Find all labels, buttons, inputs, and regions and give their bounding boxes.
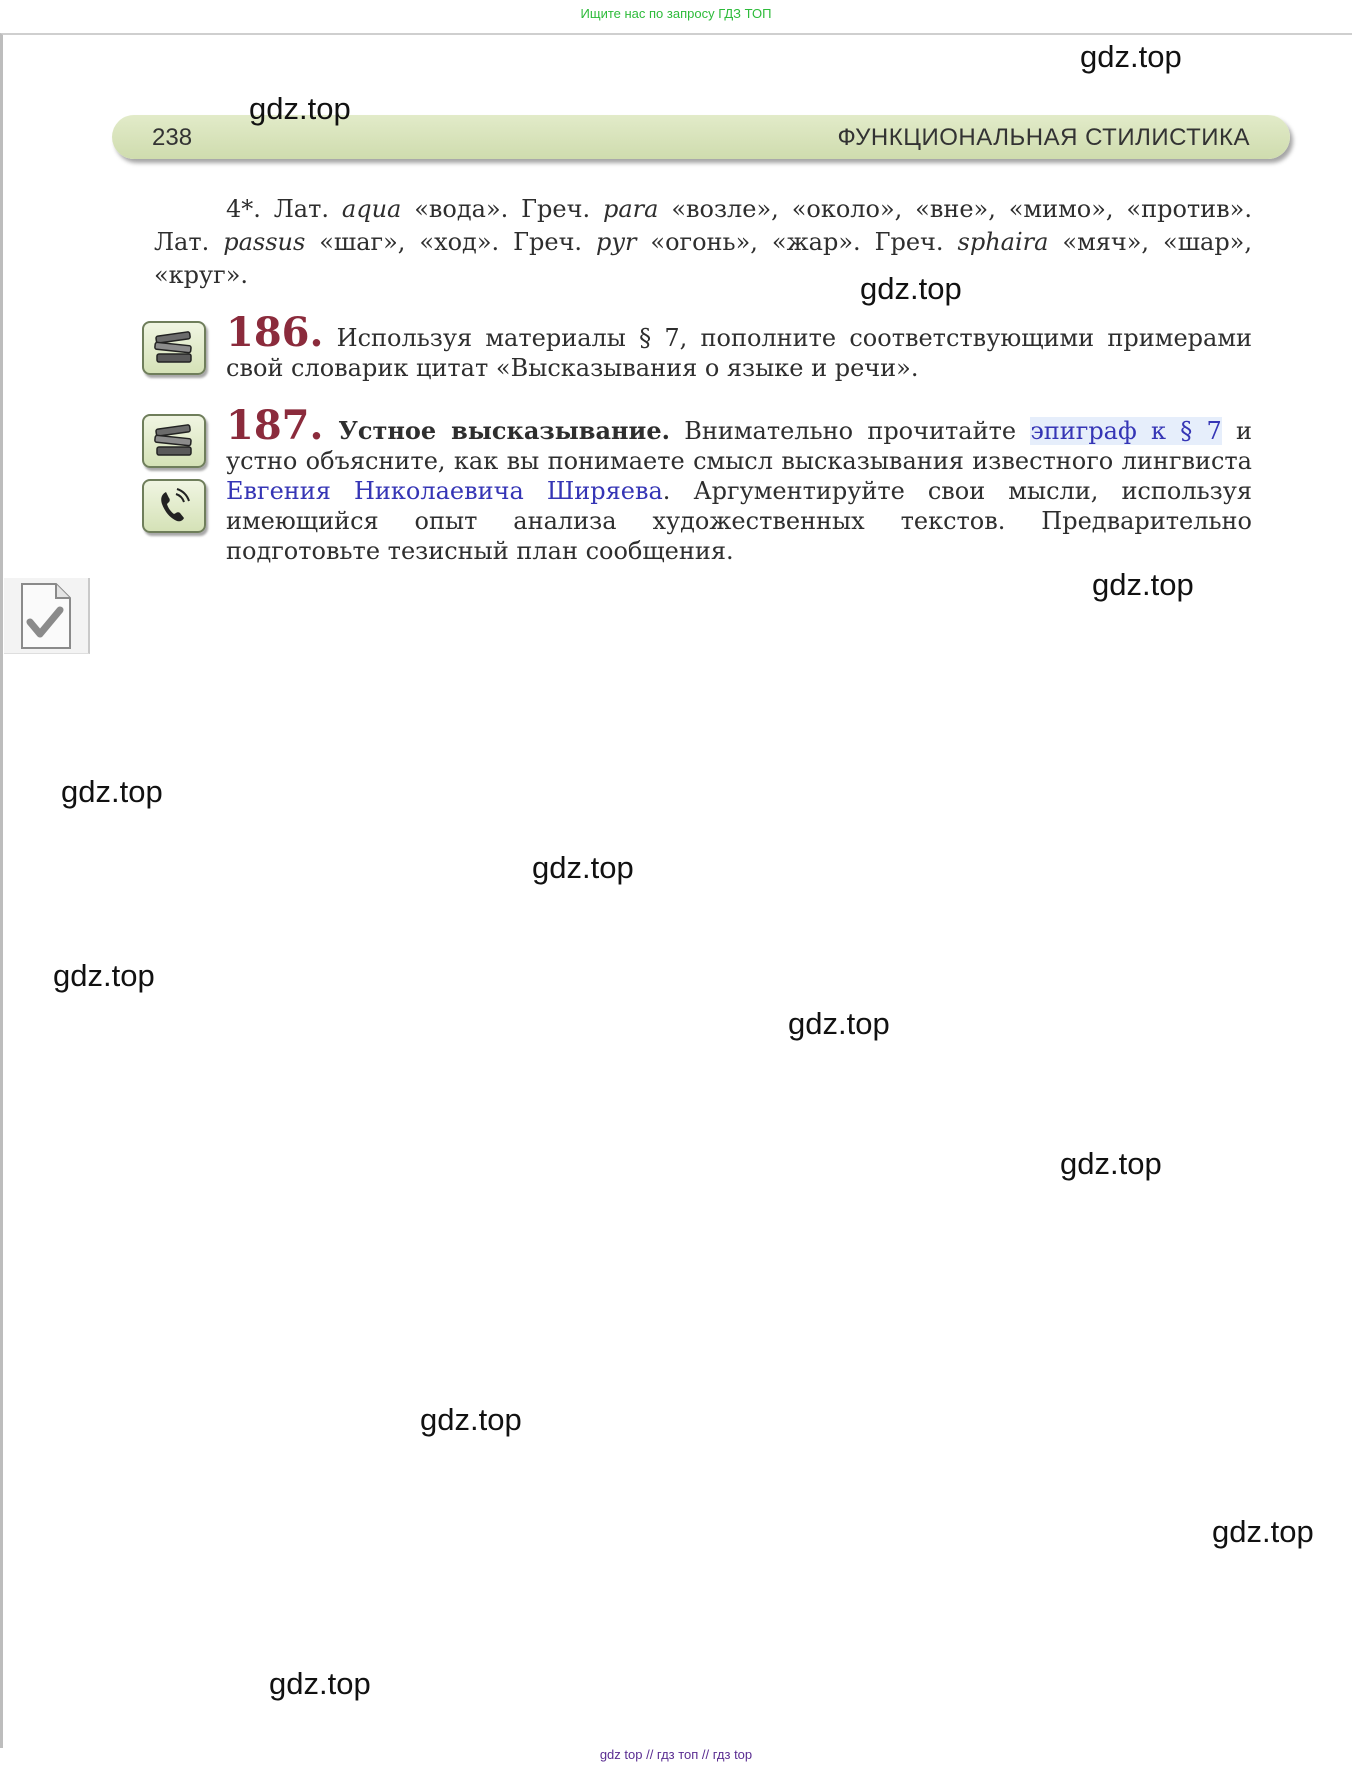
exercise-187	[226, 402, 1253, 566]
item-4-text: «возле», «около», «вне», «мимо», «против». Лат.	[154, 195, 1252, 256]
exercise-186-number: 186.	[226, 309, 324, 356]
latin-word: aqua	[341, 195, 402, 223]
watermark: gdz.top	[249, 91, 351, 126]
latin-word: passus	[223, 228, 306, 256]
watermark: gdz.top	[788, 1006, 890, 1041]
top-banner[interactable]: Ищите нас по запросу ГДЗ ТОП	[580, 6, 772, 21]
watermark: gdz.top	[420, 1402, 522, 1437]
item-4-text: «мяч», «шар», «круг».	[154, 228, 1252, 289]
item-4-paragraph	[154, 193, 1252, 292]
item-4-text: «огонь», «жар». Греч.	[636, 228, 958, 256]
exercise-187-lead: Устное высказывание.	[323, 416, 670, 445]
exercise-187-text: . Аргументируйте свои мысли, используя имеющийся опыт анализа художественных текстов. Предварительно подготовьте тезисный план сообщения.	[226, 477, 1252, 565]
item-4-text: 4*. Лат.	[226, 195, 342, 223]
watermark: gdz.top	[532, 850, 634, 885]
watermark: gdz.top	[1212, 1514, 1314, 1549]
page-number: 238	[152, 124, 193, 151]
books-icon	[142, 414, 206, 468]
check-answer-tab[interactable]	[4, 578, 90, 654]
greek-word: para	[602, 195, 659, 223]
linguist-name-link[interactable]: Евгения Николаевича Ширяева	[226, 477, 663, 505]
watermark: gdz.top	[1060, 1146, 1162, 1181]
item-4-text: «вода». Греч.	[401, 195, 603, 223]
footer-links[interactable]: gdz top // гдз топ // гдз top	[599, 1747, 753, 1762]
greek-word: sphaira	[957, 228, 1049, 256]
watermark: gdz.top	[1080, 39, 1182, 74]
exercise-186	[226, 309, 1252, 383]
epigraph-link[interactable]: эпиграф к § 7	[1030, 417, 1222, 445]
exercise-187-text: Внимательно прочитайте	[670, 417, 1031, 445]
watermark: gdz.top	[269, 1666, 371, 1701]
watermark: gdz.top	[61, 774, 163, 809]
watermark: gdz.top	[1092, 567, 1194, 602]
section-title: ФУНКЦИОНАЛЬНАЯ СТИЛИСТИКА	[837, 124, 1250, 151]
item-4-text: «шаг», «ход». Греч.	[305, 228, 597, 256]
exercise-187-number: 187.	[226, 402, 324, 449]
phone-icon	[142, 479, 206, 533]
watermark: gdz.top	[53, 958, 155, 993]
greek-word: pyr	[596, 228, 637, 256]
exercise-186-text: Используя материалы § 7, пополните соответствующими примерами свой словарик цитат «Высказывания о языке и речи».	[226, 324, 1252, 382]
books-icon	[142, 321, 206, 375]
watermark: gdz.top	[860, 271, 962, 306]
exercise-187-text: и устно объясните, как вы понимаете смысл высказывания известного лингвиста	[226, 417, 1253, 475]
